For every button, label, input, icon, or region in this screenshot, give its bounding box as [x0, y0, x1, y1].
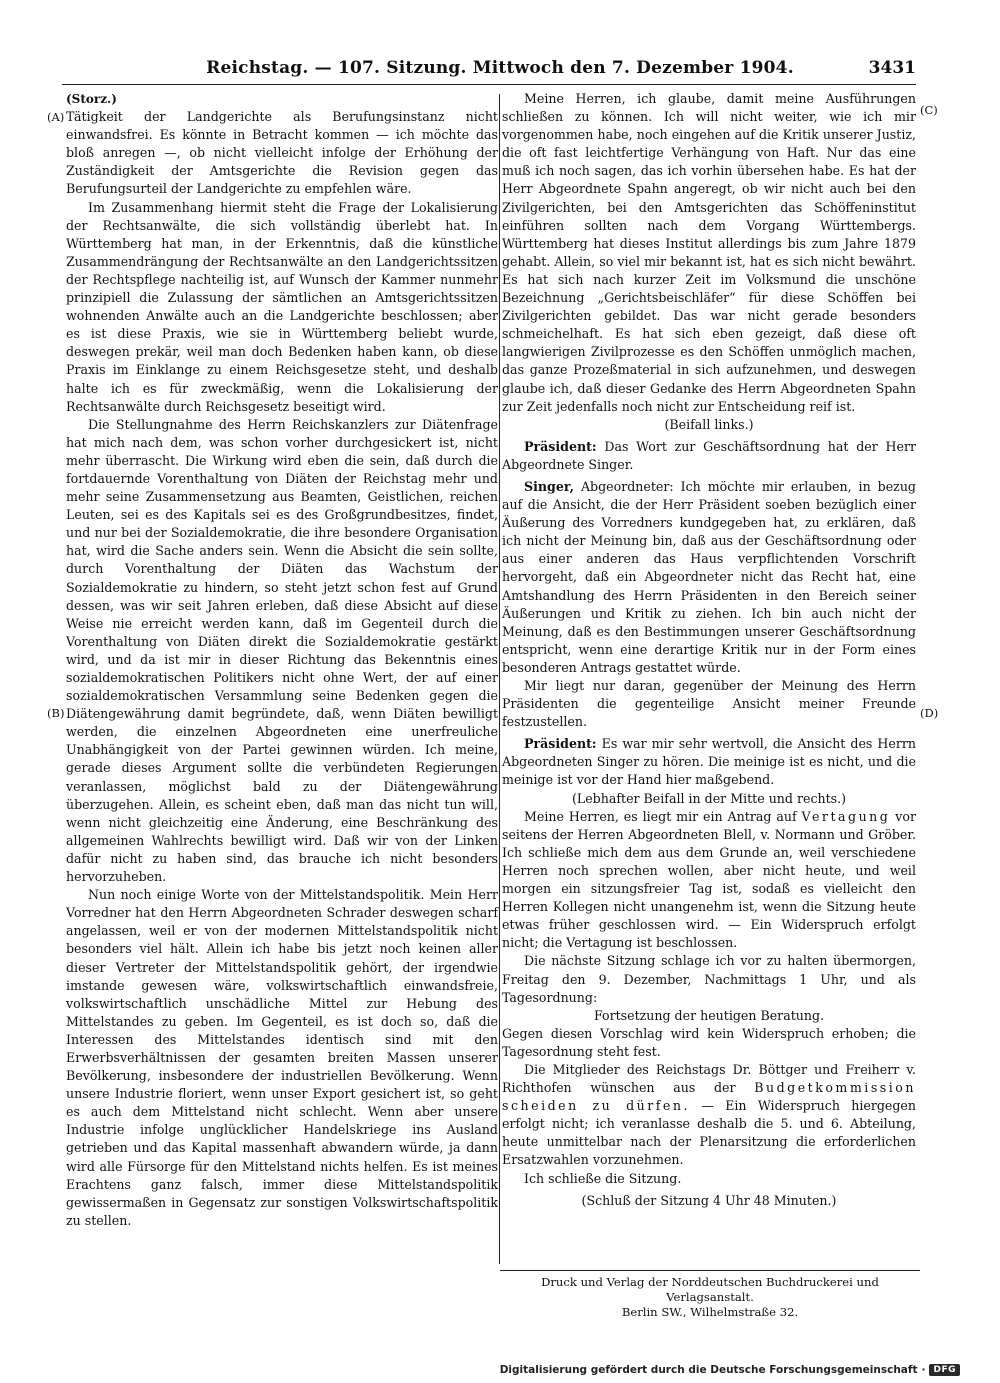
paragraph	[502, 1061, 916, 1170]
footer-note-text: Digitalisierung gefördert durch die Deutsche Forschungsgemeinschaft	[499, 1364, 918, 1376]
applause-note: (Lebhafter Beifall in der Mitte und rechts.)	[571, 790, 847, 806]
header-rule	[62, 84, 916, 85]
applause-note: (Beifall links.)	[664, 416, 754, 432]
margin-mark-c: (C)	[920, 103, 938, 117]
president-remark	[502, 438, 916, 474]
paragraph: Die nächste Sitzung schlage ich vor zu halten übermorgen, Freitag den 9. Dezember, Nachmittags 1 Uhr, und als Tagesordnung:	[502, 953, 916, 1005]
right-column	[502, 90, 916, 1210]
paragraph: Gegen diesen Vorschlag wird kein Widerspruch erhoben; die Tagesordnung steht fest.	[502, 1025, 916, 1059]
margin-mark-a: (A)	[47, 110, 65, 124]
margin-mark-b: (B)	[47, 706, 65, 720]
digitization-footer	[500, 1364, 960, 1376]
footer-dot: ·	[921, 1364, 926, 1376]
paragraph: Nun noch einige Worte von der Mittelstandspolitik. Mein Herr Vorredner hat den Herrn Abgeordneten Schrader deswegen scharf angelassen, weil er von der modernen Mittelstandspolitik nicht besonders viel hält. Allein ich habe bis jetzt noch keinen aller dieser Vertreter der Mittelstandspolitik gehört, der irgendwie imstande gewesen wäre, volkswirtschaftlich einwandsfreie, volkswirtschaftlich unschädliche Mittel zur Hebung des Mittelstandes zu geben. Im Gegenteil, es ist doch so, daß die Interessen des Mittelstandes identisch sind mit den Erwerbsverhältnissen der gesamten breiten Massen unserer Bevölkerung, insbesondere der industriellen Bevölkerung. Wenn unsere Industrie floriert, wenn unser Export gesichert ist, so geht es auch dem Mittelstand nicht schlecht. Wenn aber unsere Industrie infolge unglücklicher Handelskriege ins Ausland getrieben und das Kapital massenhaft abwandern würde, ja dann wird alle Fürsorge für den Mittelstand nichts helfen. Es ist meines Erachtens ganz falsch, immer diese Mittelstandspolitik gewissermaßen in Gegensatz zur sonstigen Volkswirtschaftspolitik zu stellen.	[66, 887, 498, 1228]
singer-remark	[502, 478, 916, 677]
emphasis-text: Budgetkommission scheiden zu dürfen.	[502, 1080, 916, 1114]
speaker-tag: (Storz.)	[66, 92, 117, 106]
column-divider	[499, 94, 500, 1264]
page-number: 3431	[868, 58, 916, 78]
paragraph: Meine Herren, ich glaube, damit meine Ausführungen schließen zu können. Ich will nicht weiter, wie ich mir vorgenommen habe, noch eingehen auf die Kritik unserer Justiz, die oft fast leichtfertige Verhängung von Haft. Nur das eine muß ich noch sagen, das ich vorhin übersehen habe. Es hat der Herr Abgeordnete Spahn angeregt, ob wir nicht auch bei den Zivilgerichten, bei den Amtsgerichten das Schöffeninstitut einführen sollten nach dem Vorgang Württembergs. Württemberg hat dieses Institut allerdings bis zum Jahre 1879 gehabt. Allein, so viel mir bekannt ist, hat es sich nicht bewährt. Es hat sich nach kurzer Zeit im Volksmund die unschöne Bezeichnung „Gerichtsbeischläfer“ für diese Schöffen bei Zivilgerichten gebildet. Das war nicht gerade besonders schmeichelhaft. Es hat sich eben gezeigt, daß diese oft langwierigen Zivilprozesse es den Schöffen unmöglich machen, das ganze Prozeßmaterial in sich aufzunehmen, und deswegen glaube ich, daß dieser Gedanke des Herrn Abgeordneten Spahn zur Zeit jedenfalls noch nicht zur Entscheidung reif ist.	[502, 91, 916, 414]
paragraph: Ich schließe die Sitzung.	[524, 1170, 682, 1186]
text-run: Meine Herren, es liegt mir ein Antrag auf	[524, 808, 797, 824]
running-header-title: Reichstag. — 107. Sitzung. Mittwoch den 7. Dezember 1904.	[206, 58, 794, 78]
paragraph	[502, 808, 916, 953]
text-run: — Ein Widerspruch hiergegen erfolgt nicht; ich veranlasse deshalb die 5. und 6. Abteilung, heute unmittelbar nach der Plenarsitzung die erforderlichen Ersatzwahlen vorzunehmen.	[502, 1098, 916, 1168]
left-column	[66, 90, 498, 1230]
president-remark	[502, 735, 916, 789]
text-run: vor seitens der Herren Abgeordneten Blell, v. Normann und Gröber. Ich schließe mich dem aus dem Grunde an, weil verschiedene Herren noch sprechen wollen, aber nicht heute, und weil morgen ein sitzungsfreier Tag ist, sodaß es vielleicht den Herren Kollegen nicht unangenehm ist, wenn die Sitzung heute etwas früher geschlossen wird. — Ein Widerspruch erfolgt nicht; die Vertagung ist beschlossen.	[502, 808, 916, 951]
speech-text: Abgeordneter: Ich möchte mir erlauben, in bezug auf die Ansicht, die der Herr Präsident soeben bezüglich einer Äußerung des Vorredners kundgegeben hat, zu erklären, daß ich nicht der Meinung bin, daß aus der Geschäftsordnung oder aus einer anderen das Haus verpflichtenden Vorschrift hervorgeht, daß ein Abgeordneter nicht das Recht hat, eine Amtshandlung des Herrn Präsidenten in den Bereich seiner Äußerungen und Kritik zu ziehen. Ich bin auch nicht der Meinung, daß es den Bestimmungen unserer Geschäftsordnung entspricht, wenn eine derartige Kritik nur in der Form eines besonderen Antrags gestattet würde.	[502, 478, 916, 675]
page-header	[0, 58, 1000, 82]
dfg-logo-icon: DFG	[929, 1364, 960, 1376]
speaker-name: Präsident:	[524, 438, 597, 454]
margin-mark-d: (D)	[920, 706, 939, 720]
emphasis-text: Vertagung	[801, 808, 891, 824]
imprint-line: Berlin SW., Wilhelmstraße 32.	[621, 1305, 799, 1319]
imprint-line: Druck und Verlag der Norddeutschen Buchdruckerei und Verlagsanstalt.	[541, 1275, 879, 1304]
closing-note: (Schluß der Sitzung 4 Uhr 48 Minuten.)	[581, 1192, 837, 1208]
speaker-name: Singer,	[524, 478, 574, 494]
paragraph: Mir liegt nur daran, gegenüber der Meinung des Herrn Präsidenten die gegenteilige Ansicht meiner Freunde festzustellen.	[502, 678, 916, 730]
speaker-name: Präsident:	[524, 736, 597, 752]
imprint	[500, 1270, 920, 1320]
speech-text: Es war mir sehr wertvoll, die Ansicht des Herrn Abgeordneten Singer zu hören. Die meinige ist es nicht, und die meinige ist vor der Hand hier maßgebend.	[502, 736, 917, 788]
paragraph: Im Zusammenhang hiermit steht die Frage der Lokalisierung der Rechtsanwälte, die sich vollständig überlebt hat. In Württemberg hat man, in der Erkenntnis, daß die künstliche Zusammendrängung der Rechtsanwälte an den Landgerichtssitzen der Rechtspflege nachteilig ist, auf Wunsch der Kammer nunmehr prinzipiell die Zulassung der sämtlichen an Amtsgerichtssitzen wohnenden Anwälte auch an die Landgerichte beschlossen; aber es ist diese Praxis, wie sie in Württemberg beliebt wurde, deswegen prekär, weil man doch Bedenken haben kann, ob diese Praxis im Einklange zu einem Reichsgesetze steht, und deshalb halte ich es für zweckmäßig, wenn die Lokalisierung der Rechtsanwälte durch Reichsgesetz beseitigt wird.	[66, 199, 498, 414]
speech-text: Das Wort zur Geschäftsordnung hat der Herr Abgeordnete Singer.	[502, 438, 916, 472]
paragraph: Die Stellungnahme des Herrn Reichskanzlers zur Diätenfrage hat mich nach dem, was schon vorher durchgesickert ist, nicht mehr überrascht. Die Wirkung wird eben die sein, daß durch die fortdauernde Vorenthaltung von Diäten der Reichstag mehr und mehr seine Zusammensetzung aus Beamten, Geistlichen, reichen Leuten, sei es des Kapitals sei es des Großgrundbesitzes, findet, und nur bei der Sozialdemokratie, die ihre besondere Organisation hat, wird die Sache anders sein. Wenn die Absicht die sein sollte, durch Vorenthaltung der Diäten das Wachstum der Sozialdemokratie zu hindern, so steht jetzt schon fest auf Grund dessen, was wir seit Jahren erleben, daß diese Absicht auf diese Weise nie erreicht werden kann, daß im Gegenteil durch die Vorenthaltung von Diäten direkt die Sozialdemokratie gestärkt wird, und da ist mir in dieser Richtung das Bekenntnis eines sozialdemokratischen Politikers nicht ohne Wert, der auf einer sozialdemokratischen Versammlung seine Bedenken gegen die Diätengewährung damit begründete, daß, wenn Diäten bewilligt werden, die einzelnen Abgeordneten eine unerfreuliche Unabhängigkeit von der Partei gewinnen würden. Ich meine, gerade dieses Argument sollte die verbündeten Regierungen veranlassen, möglichst bald zu der Diätengewährung überzugehen. Allein, es scheint eben, daß man das nicht tun will, wenn nicht gleichzeitig eine Änderung, eine Beschränkung des allgemeinen Wahlrechts bewilligt wird. Daß wir von der Linken dafür nicht zu haben sind, das brauche ich nicht besonders hervorzuheben.	[66, 416, 498, 885]
paragraph: Tätigkeit der Landgerichte als Berufungsinstanz nicht einwandsfrei. Es könnte in Betracht kommen — ich möchte das bloß anregen —, ob nicht vielleicht infolge der Erhöhung der Zuständigkeit der Amtsgerichte die Revision gegen das Berufungsurteil der Landgerichte zu empfehlen wäre.	[66, 109, 498, 197]
text-run: Die Mitglieder des Reichstags Dr. Böttger und Freiherr v. Richthofen wünschen aus der	[502, 1061, 916, 1096]
agenda-item: Fortsetzung der heutigen Beratung.	[593, 1007, 825, 1023]
